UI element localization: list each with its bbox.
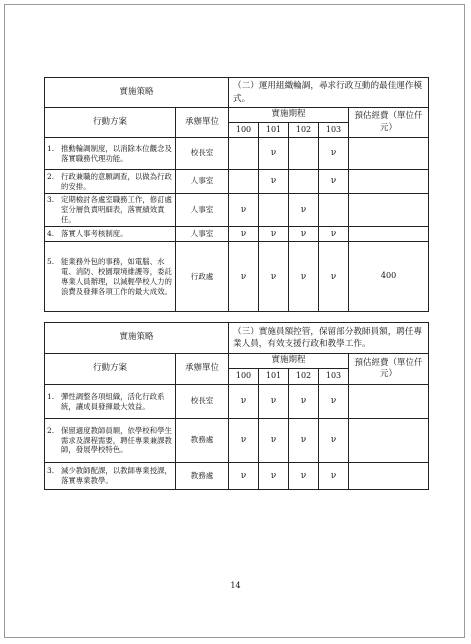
action-header: 行動方案 (45, 108, 176, 138)
unit-cell: 校長室 (176, 138, 229, 170)
row-number: 1. (47, 391, 55, 401)
year-header: 100 (229, 123, 259, 138)
page-number: 14 (230, 581, 241, 590)
period-mark: ν (319, 385, 349, 419)
budget-cell (349, 227, 429, 242)
table-row (45, 385, 429, 419)
row-number: 1. (47, 143, 55, 153)
unit-cell: 教務處 (176, 419, 229, 463)
period-mark: ν (259, 170, 289, 194)
budget-cell: 400 (349, 242, 429, 312)
period-mark: ν (319, 170, 349, 194)
strategy-goal: （三）實施員額控管，保留部分教師員額，聘任專業人員，有效支援行政和教學工作。 (229, 323, 429, 354)
period-mark: ν (289, 463, 319, 490)
period-mark: ν (229, 194, 259, 227)
unit-cell: 行政處 (176, 242, 229, 312)
unit-cell: 人事室 (176, 194, 229, 227)
table-row (45, 419, 429, 463)
action-text: 落實人事考核制度。 (61, 229, 128, 239)
year-header: 101 (259, 123, 289, 138)
year-header: 103 (319, 123, 349, 138)
period-mark: ν (229, 385, 259, 419)
period-mark (289, 170, 319, 194)
period-mark (259, 194, 289, 227)
period-mark: ν (289, 242, 319, 312)
period-mark: ν (229, 419, 259, 463)
table-row (45, 194, 429, 227)
action-text: 彈性調整各項組織，活化行政系統，讓成員發揮最大效益。 (61, 391, 165, 411)
budget-cell (349, 385, 429, 419)
period-mark: ν (289, 194, 319, 227)
strategy-goal: （二）運用組織輪調，尋求行政互動的最佳運作模式。 (229, 78, 429, 108)
unit-cell: 人事室 (176, 170, 229, 194)
period-mark: ν (289, 385, 319, 419)
year-header: 102 (289, 123, 319, 138)
period-mark (289, 138, 319, 170)
year-header: 103 (319, 369, 349, 385)
action-text: 能業務外包的事務，如電腦、水電、消防、校園環境維護等，委託專業人員辦理，以減輕學校人力的浪費及發揮各項工作的最大成效。 (61, 256, 172, 296)
table-row (45, 242, 429, 312)
table-row (45, 227, 429, 242)
budget-header: 預估經費（單位仟元） (349, 354, 429, 385)
year-header: 101 (259, 369, 289, 385)
action-header: 行動方案 (45, 354, 176, 385)
period-header: 實施期程 (229, 108, 349, 123)
year-header: 102 (289, 369, 319, 385)
period-mark (229, 138, 259, 170)
action-text: 保留適度教師員額，依學校和學生需求及課程需要，聘任專業兼課教師，發展學校特色。 (61, 425, 172, 455)
row-number: 3. (47, 466, 55, 476)
table-row (45, 138, 429, 170)
table-row (45, 463, 429, 490)
unit-cell: 校長室 (176, 385, 229, 419)
budget-header: 預估經費（單位仟元） (349, 108, 429, 138)
period-mark: ν (259, 242, 289, 312)
unit-header: 承辦單位 (176, 354, 229, 385)
period-mark: ν (319, 227, 349, 242)
period-mark: ν (259, 385, 289, 419)
row-number: 3. (47, 195, 55, 205)
budget-cell (349, 463, 429, 490)
budget-cell (349, 194, 429, 227)
period-mark: ν (229, 463, 259, 490)
period-mark: ν (319, 463, 349, 490)
row-number: 2. (47, 425, 55, 435)
action-text: 推動輪調制度，以消除本位觀念及落實職務代理功能。 (61, 143, 172, 163)
period-mark: ν (259, 463, 289, 490)
year-header: 100 (229, 369, 259, 385)
row-number: 4. (47, 229, 55, 239)
period-mark: ν (259, 227, 289, 242)
period-mark: ν (319, 242, 349, 312)
period-mark: ν (259, 138, 289, 170)
strategy-table-3 (44, 322, 429, 490)
unit-header: 承辦單位 (176, 108, 229, 138)
strategy-label: 實施策略 (45, 323, 229, 354)
strategy-label: 實施策略 (45, 78, 229, 108)
period-mark (319, 194, 349, 227)
period-mark: ν (319, 419, 349, 463)
period-mark: ν (289, 227, 319, 242)
period-mark: ν (259, 419, 289, 463)
period-mark: ν (319, 138, 349, 170)
strategy-table-2 (44, 77, 429, 312)
period-header: 實施期程 (229, 354, 349, 369)
period-mark: ν (229, 242, 259, 312)
period-mark: ν (289, 419, 319, 463)
budget-cell (349, 170, 429, 194)
budget-cell (349, 419, 429, 463)
period-mark (229, 170, 259, 194)
action-text: 定期檢討各處室職務工作，修訂處室分層負責明細表，落實績效責任。 (61, 195, 172, 224)
unit-cell: 人事室 (176, 227, 229, 242)
unit-cell: 教務處 (176, 463, 229, 490)
row-number: 5. (47, 256, 55, 266)
action-text: 行政兼職的意願調查，以做為行政的安排。 (61, 171, 172, 191)
period-mark: ν (229, 227, 259, 242)
budget-cell (349, 138, 429, 170)
row-number: 2. (47, 171, 55, 181)
table-row (45, 170, 429, 194)
action-text: 減少教師配課，以教師專業授課，落實專業教學。 (61, 466, 172, 485)
